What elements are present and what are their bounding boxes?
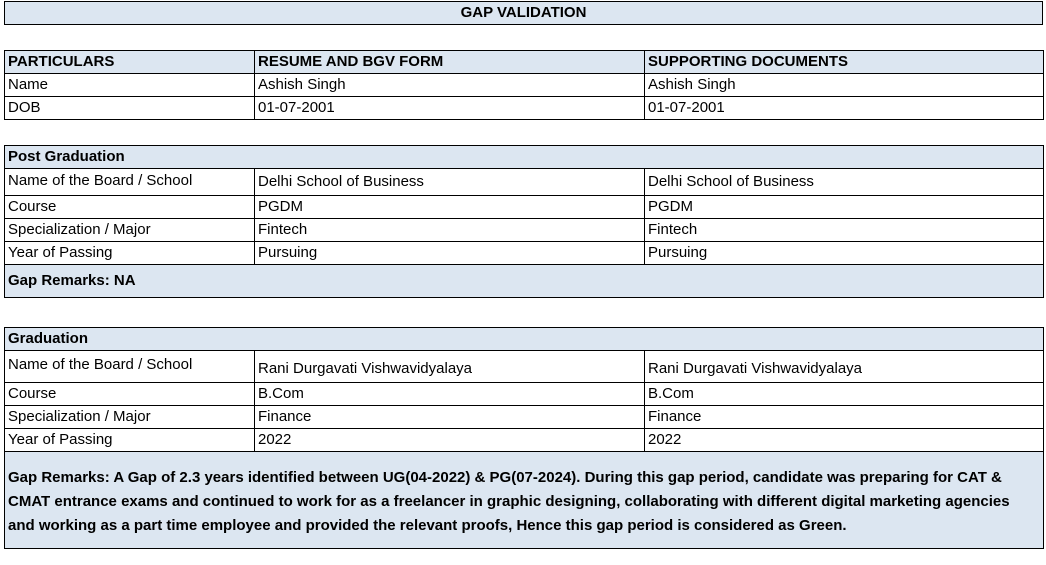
resume-value: Finance [255, 406, 645, 429]
graduation-table [4, 327, 1044, 549]
table-row [5, 97, 1044, 120]
resume-value: Delhi School of Business [255, 169, 645, 196]
docs-value: Fintech [645, 219, 1044, 242]
resume-value: Fintech [255, 219, 645, 242]
resume-value: PGDM [255, 196, 645, 219]
page-title: GAP VALIDATION [5, 2, 1043, 25]
resume-value: 01-07-2001 [255, 97, 645, 120]
table-row [5, 351, 1044, 383]
header-supporting-docs: SUPPORTING DOCUMENTS [645, 51, 1044, 74]
table-row [5, 383, 1044, 406]
title-table [4, 1, 1043, 25]
row-label: Course [5, 196, 255, 219]
docs-value: 2022 [645, 429, 1044, 452]
docs-value: Ashish Singh [645, 74, 1044, 97]
header-resume: RESUME AND BGV FORM [255, 51, 645, 74]
docs-value: PGDM [645, 196, 1044, 219]
table-row [5, 406, 1044, 429]
resume-value: Pursuing [255, 242, 645, 265]
gap-remarks: Gap Remarks: A Gap of 2.3 years identified between UG(04-2022) & PG(07-2024). During this gap period, candidate was preparing for CAT & CMAT entrance exams and continued to work for as a freelancer in graphic designing, collaborating with different digital marketing agencies and working as a part time employee and provided the relevant proofs, Hence this gap period is considered as Green. [5, 452, 1044, 549]
row-label: Year of Passing [5, 242, 255, 265]
gap-remarks: Gap Remarks: NA [5, 265, 1044, 298]
table-row [5, 429, 1044, 452]
resume-value: Rani Durgavati Vishwavidyalaya [255, 351, 645, 383]
table-row [5, 196, 1044, 219]
table-row [5, 242, 1044, 265]
header-particulars: PARTICULARS [5, 51, 255, 74]
docs-value: B.Com [645, 383, 1044, 406]
row-label: Specialization / Major [5, 219, 255, 242]
section-heading: Graduation [5, 328, 1044, 351]
row-label: DOB [5, 97, 255, 120]
post-graduation-table [4, 145, 1044, 298]
docs-value: Finance [645, 406, 1044, 429]
resume-value: Ashish Singh [255, 74, 645, 97]
row-label: Year of Passing [5, 429, 255, 452]
docs-value: Rani Durgavati Vishwavidyalaya [645, 351, 1044, 383]
docs-value: 01-07-2001 [645, 97, 1044, 120]
table-row [5, 169, 1044, 196]
resume-value: B.Com [255, 383, 645, 406]
header-row [5, 51, 1044, 74]
row-label: Course [5, 383, 255, 406]
resume-value: 2022 [255, 429, 645, 452]
docs-value: Pursuing [645, 242, 1044, 265]
table-row [5, 219, 1044, 242]
row-label: Name of the Board / School [5, 169, 255, 196]
row-label: Name of the Board / School [5, 351, 255, 383]
docs-value: Delhi School of Business [645, 169, 1044, 196]
row-label: Name [5, 74, 255, 97]
table-row [5, 74, 1044, 97]
section-heading: Post Graduation [5, 146, 1044, 169]
personal-table [4, 50, 1044, 120]
row-label: Specialization / Major [5, 406, 255, 429]
